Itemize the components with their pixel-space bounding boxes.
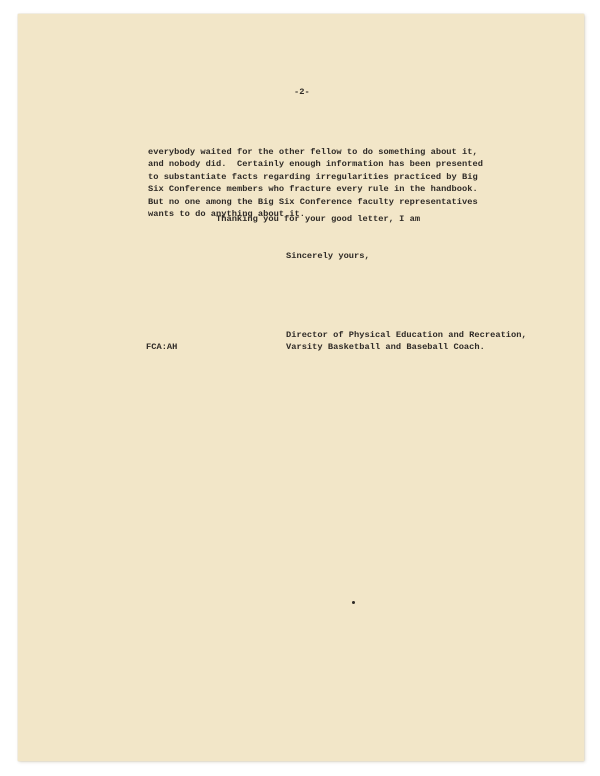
body-line: wants to do anything about it. — [148, 209, 306, 220]
body-line: to substantiate facts regarding irregularities practiced by Big — [148, 171, 478, 182]
signature-block — [286, 329, 527, 354]
closing-line: Thanking you for your good letter, I am — [216, 214, 421, 224]
ink-speck — [352, 601, 355, 604]
letter-page — [18, 14, 584, 761]
body-line: and nobody did. Certainly enough information has been presented — [148, 159, 483, 170]
reference-initials: FCA:AH — [146, 342, 178, 352]
body-line: Six Conference members who fracture every rule in the handbook. — [148, 184, 478, 195]
body-line: everybody waited for the other fellow to do something about it, — [148, 147, 478, 157]
page-number: -2- — [294, 87, 310, 97]
body-line: But no one among the Big Six Conference faculty representatives — [148, 196, 478, 207]
salutation: Sincerely yours, — [286, 251, 370, 261]
signature-title-line: Director of Physical Education and Recreation, — [286, 330, 527, 340]
signature-title-line: Varsity Basketball and Baseball Coach. — [286, 342, 485, 353]
letter-body — [148, 146, 568, 220]
